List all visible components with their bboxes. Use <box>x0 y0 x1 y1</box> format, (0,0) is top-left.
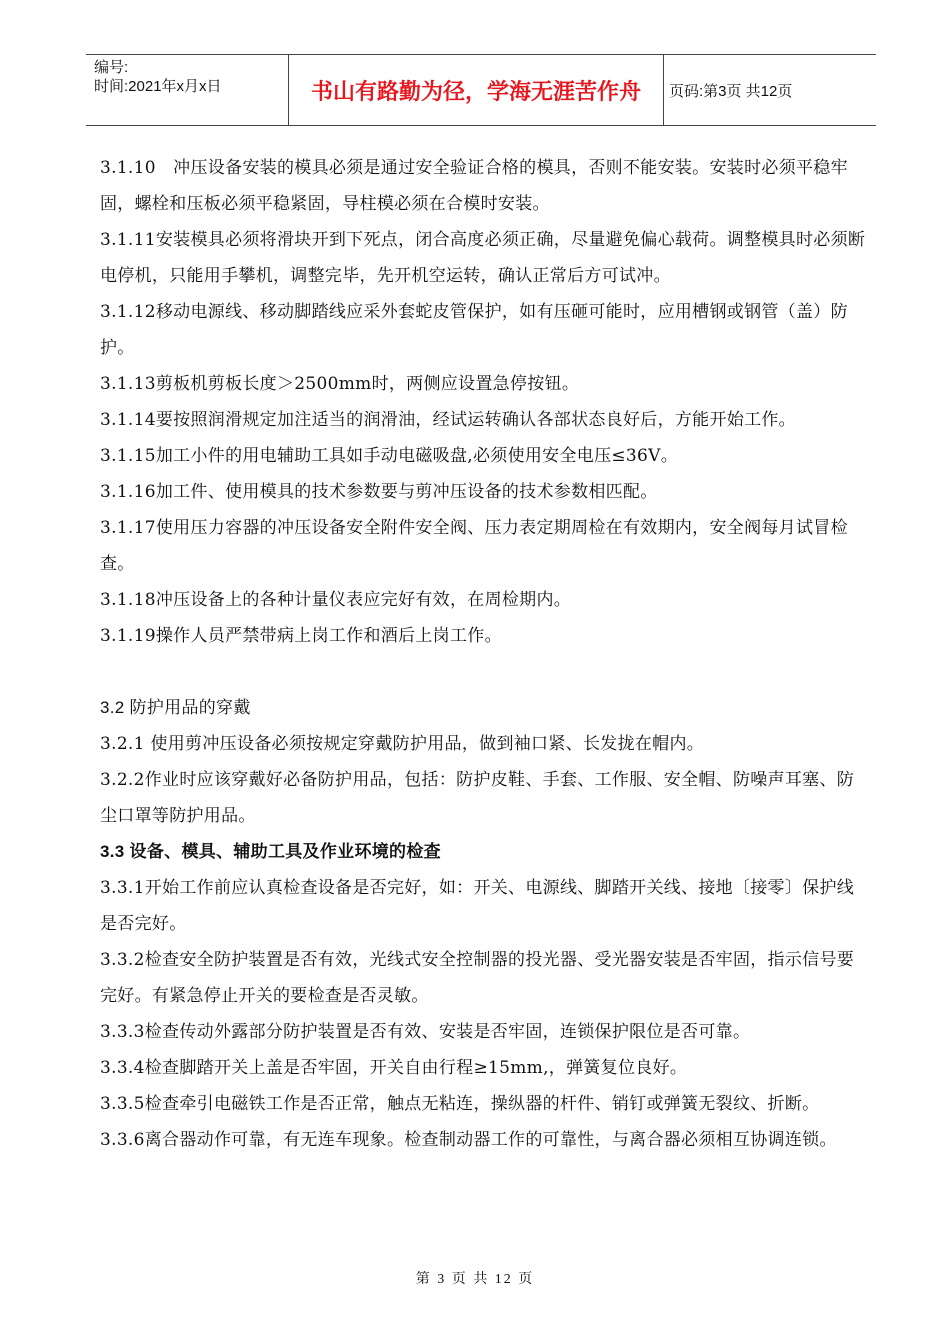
section-heading: 3.3 设备、模具、辅助工具及作业环境的检查 <box>100 842 441 861</box>
header-page-info: 页码:第3页 共12页 <box>669 82 793 100</box>
paragraph: 3.3.6离合器动作可靠，有无连车现象。检查制动器工作的可靠性，与离合器必须相互协调连锁。 <box>100 1130 837 1150</box>
paragraph: 3.3.3检查传动外露部分防护装置是否有效、安装是否牢固，连锁保护限位是否可靠。 <box>100 1022 751 1042</box>
paragraph: 3.2.1 使用剪冲压设备必须按规定穿戴防护用品，做到袖口紧、长发拢在帽内。 <box>100 734 705 754</box>
header-motto: 书山有路勤为径，学海无涯苦作舟 <box>310 78 641 104</box>
paragraph: 3.1.14要按照润滑规定加注适当的润滑油，经试运转确认各部状态良好后，方能开始工作。 <box>100 410 796 430</box>
header-divider <box>663 55 664 125</box>
paragraph: 3.1.12移动电源线、移动脚踏线应采外套蛇皮管保护，如有压砸可能时，应用槽钢或钢管（盖）防护。 <box>100 302 848 358</box>
document-body <box>100 150 870 1158</box>
page-footer: 第 3 页 共 12 页 <box>415 1272 535 1287</box>
paragraph: 3.1.15加工小件的用电辅助工具如手动电磁吸盘,必须使用安全电压≤36V。 <box>100 446 679 466</box>
page-header <box>86 54 876 126</box>
header-date: 时间:2021年x月x日 <box>94 78 222 95</box>
header-number-label: 编号: <box>94 59 129 76</box>
paragraph: 3.1.10 冲压设备安装的模具必须是通过安全验证合格的模具，否则不能安装。安装时必须平稳牢固，螺栓和压板必须平稳紧固，导柱模必须在合模时安装。 <box>100 158 848 214</box>
blank-line <box>100 654 870 690</box>
paragraph: 3.3.5检查牵引电磁铁工作是否正常，触点无粘连，操纵器的杆件、销钉或弹簧无裂纹、折断。 <box>100 1094 820 1114</box>
paragraph: 3.3.1开始工作前应认真检查设备是否完好，如：开关、电源线、脚踏开关线、接地〔接零〕保护线是否完好。 <box>100 878 855 934</box>
paragraph: 3.1.19操作人员严禁带病上岗工作和酒后上岗工作。 <box>100 626 502 646</box>
paragraph: 3.1.18冲压设备上的各种计量仪表应完好有效，在周检期内。 <box>100 590 572 610</box>
paragraph: 3.1.13剪板机剪板长度＞2500mm时，两侧应设置急停按钮。 <box>100 374 580 394</box>
paragraph: 3.1.11安装模具必须将滑块开到下死点，闭合高度必须正确，尽量避免偏心载荷。调整模具时必须断电停机，只能用手攀机，调整完毕，先开机空运转，确认正常后方可试冲。 <box>100 230 866 286</box>
paragraph: 3.2.2作业时应该穿戴好必备防护用品，包括：防护皮鞋、手套、工作服、安全帽、防噪声耳塞、防尘口罩等防护用品。 <box>100 770 855 826</box>
paragraph: 3.3.2检查安全防护装置是否有效，光线式安全控制器的投光器、受光器安装是否牢固，指示信号要完好。有紧急停止开关的要检查是否灵敏。 <box>100 950 855 1006</box>
paragraph: 3.1.17使用压力容器的冲压设备安全附件安全阀、压力表定期周检在有效期内，安全阀每月试冒检查。 <box>100 518 848 574</box>
paragraph: 3.3.4检查脚踏开关上盖是否牢固，开关自由行程≥15mm,，弹簧复位良好。 <box>100 1058 688 1078</box>
paragraph: 3.1.16加工件、使用模具的技术参数要与剪冲压设备的技术参数相匹配。 <box>100 482 658 502</box>
section-heading: 3.2 防护用品的穿戴 <box>100 698 251 717</box>
header-meta <box>94 58 284 96</box>
